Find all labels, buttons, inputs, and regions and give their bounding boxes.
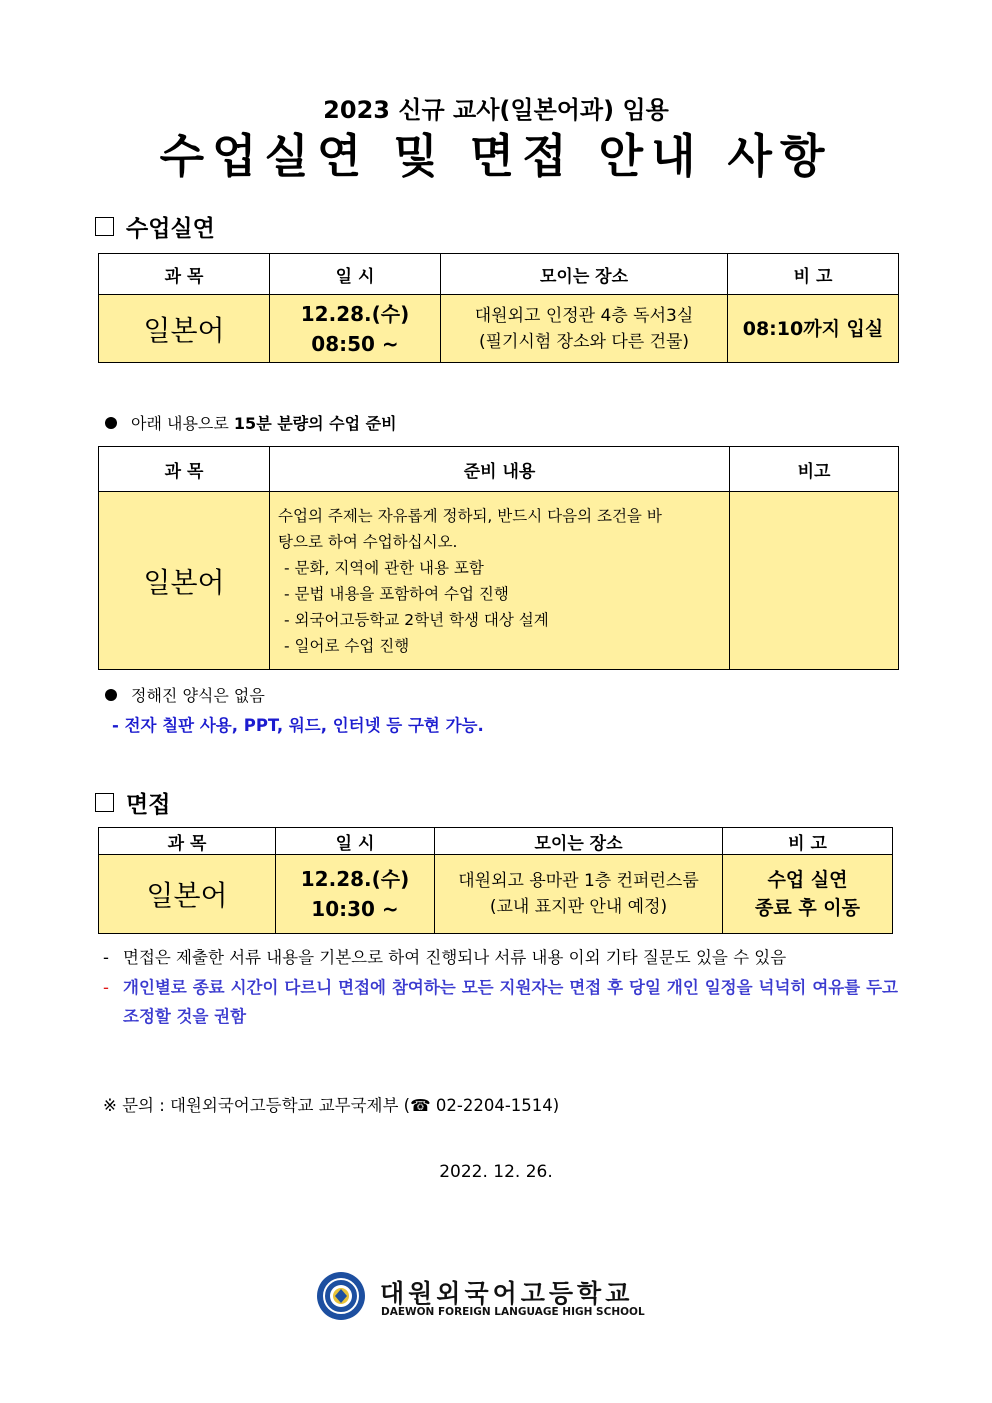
place-line: 대원외고 인정관 4층 독서3실: [474, 305, 694, 326]
checkbox-icon: [95, 217, 114, 236]
datetime-cell: [276, 855, 435, 934]
prep-table: [98, 446, 899, 670]
note-line: 수업 실연: [767, 869, 848, 891]
note-dash: -: [103, 978, 109, 997]
header-note: 비고: [730, 447, 899, 492]
list-item: - 문화, 지역에 관한 내용 포함: [284, 558, 484, 577]
note-cell: [723, 855, 893, 934]
interview-note: [103, 943, 898, 972]
list-item: - 일어로 수업 진행: [284, 636, 410, 655]
place-line: (필기시험 장소와 다른 건물): [478, 331, 690, 352]
section-title: 면접: [126, 792, 171, 818]
content-line: 수업의 주제는 자유롭게 정하되, 반드시 다음의 조건을 바: [278, 506, 662, 525]
contact-phone: 02-2204-1514): [430, 1096, 560, 1115]
header-subject: 과 목: [99, 447, 270, 492]
note-text: 면접은 제출한 서류 내용을 기본으로 하여 진행되나 서류 내용 이외 기타 질문도 있을 수 있음: [123, 948, 787, 967]
school-emblem-icon: [316, 1271, 366, 1321]
document-date: 2022. 12. 26.: [439, 1162, 553, 1182]
format-detail: - 전자 칠판 사용, PPT, 워드, 인터넷 등 구현 가능.: [112, 716, 484, 735]
list-item: - 문법 내용을 포함하여 수업 진행: [284, 584, 509, 603]
bullet-icon: [105, 417, 117, 429]
header-place: 모이는 장소: [435, 828, 723, 855]
datetime-cell: [270, 295, 441, 363]
phone-icon: ☎: [410, 1096, 431, 1115]
subject-cell: 일본어: [99, 492, 270, 670]
header-note: 비 고: [728, 254, 899, 295]
header-note: 비 고: [723, 828, 893, 855]
time-text: 10:30 ~: [311, 897, 399, 921]
header-datetime: 일 시: [270, 254, 441, 295]
header-place: 모이는 장소: [441, 254, 728, 295]
demo-schedule-table: [98, 253, 899, 363]
interview-notes: [103, 943, 898, 1031]
header-datetime: 일 시: [276, 828, 435, 855]
prep-bullet: [105, 411, 397, 434]
checkbox-icon: [95, 793, 114, 812]
interview-note: [103, 973, 898, 1031]
place-cell: [435, 855, 723, 934]
note-cell: [730, 492, 899, 670]
school-name-korean: 대원외국어고등학교: [380, 1279, 634, 1308]
contact-prefix: ※ 문의 : 대원외국어고등학교 교무국제부 (: [103, 1096, 411, 1115]
interview-schedule-table: [98, 827, 893, 934]
section-heading-demo: [95, 210, 215, 243]
subtitle: 2023 신규 교사(일본어과) 임용: [323, 96, 669, 124]
place-line: (교내 표지판 안내 예정): [489, 897, 668, 917]
bullet-text: 아래 내용으로: [131, 414, 234, 433]
list-item: - 외국어고등학교 2학년 학생 대상 설계: [284, 610, 549, 629]
school-name-english: DAEWON FOREIGN LANGUAGE HIGH SCHOOL: [381, 1306, 645, 1318]
bullet-bold-text: 15분 분량의 수업 준비: [233, 414, 397, 433]
format-bullet: [105, 683, 265, 706]
date-text: 12.28.(수): [300, 867, 410, 891]
content-line: 탕으로 하여 수업하십시오.: [278, 532, 458, 551]
date-text: 12.28.(수): [300, 301, 410, 326]
note-cell: 08:10까지 입실: [728, 295, 899, 363]
bullet-icon: [105, 689, 117, 701]
header-subject: 과 목: [99, 254, 270, 295]
time-text: 08:50 ~: [311, 331, 399, 356]
content-cell: [270, 492, 730, 670]
section-heading-interview: [95, 786, 170, 819]
subject-cell: 일본어: [99, 855, 276, 934]
note-text: 개인별로 종료 시간이 다르니 면접에 참여하는 모든 지원자는 면접 후 당일 개인 일정을 넉넉히 여유를 두고 조정할 것을 권함: [123, 978, 898, 1026]
section-title: 수업실연: [126, 216, 215, 242]
place-line: 대원외고 용마관 1층 컨퍼런스룸: [458, 871, 699, 891]
contact-line: [103, 1092, 559, 1116]
subject-cell: 일본어: [99, 295, 270, 363]
bullet-text: 정해진 양식은 없음: [131, 686, 265, 705]
header-subject: 과 목: [99, 828, 276, 855]
place-cell: [441, 295, 728, 363]
note-line: 종료 후 이동: [755, 897, 860, 919]
page-title: 수업실연 및 면접 안내 사항: [159, 129, 833, 183]
note-dash: -: [103, 948, 109, 967]
header-content: 준비 내용: [270, 447, 730, 492]
